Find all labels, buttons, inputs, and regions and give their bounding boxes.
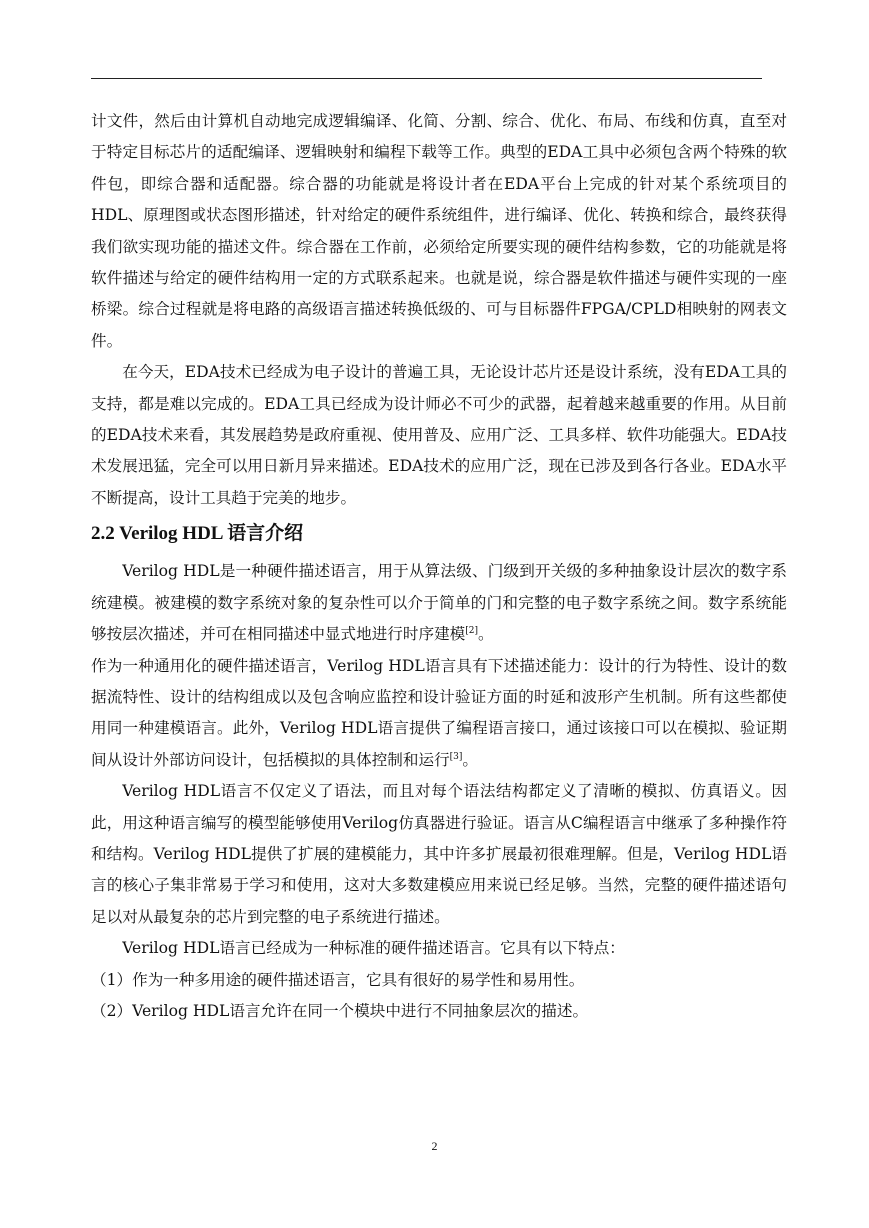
citation-3: [3] bbox=[449, 751, 463, 762]
paragraph-verilog-intro-text: Verilog HDL是一种硬件描述语言，用于从算法级、门级到开关级的多种抽象设计层次的数字系统建模。被建模的数字系统对象的复杂性可以介于简单的门和完整的电子数字系统之间。数字系统能够按层次描述，并可在相同描述中显式地进行时序建模 bbox=[91, 562, 787, 644]
body-text bbox=[91, 106, 787, 1027]
section-heading: 2.2 Verilog HDL 语言介绍 bbox=[91, 523, 304, 545]
paragraph-verilog-syntax: Verilog HDL语言不仅定义了语法，而且对每个语法结构都定义了清晰的模拟、仿真语义。因此，用这种语言编写的模型能够使用Verilog仿真器进行验证。语言从C编程语言中继承了多种操作符和结构。Verilog HDL提供了扩展的建模能力，其中许多扩展最初很难理解。但是，Verilog HDL语言的核心子集非常易于学习和使用，这对大多数建模应用来说已经足够。当然，完整的硬件描述语句足以对从最复杂的芯片到完整的电子系统进行描述。 bbox=[91, 782, 787, 926]
paragraph-verilog-capabilities-text: 作为一种通用化的硬件描述语言，Verilog HDL语言具有下述描述能力：设计的行为特性、设计的数据流特性、设计的结构组成以及包含响应监控和设计验证方面的时延和波形产生机制。所有这些都使用同一种建模语言。此外，Verilog HDL语言提供了编程语言接口，通过该接口可以在模拟、验证期间从设计外部访问设计，包括模拟的具体控制和运行 bbox=[91, 656, 787, 769]
header-rule bbox=[91, 78, 762, 79]
list-item: （1）作为一种多用途的硬件描述语言，它具有很好的易学性和易用性。 bbox=[91, 970, 585, 989]
list-item: （2）Verilog HDL语言允许在同一个模块中进行不同抽象层次的描述。 bbox=[91, 1001, 589, 1020]
paragraph-eda-today: 在今天，EDA技术已经成为电子设计的普遍工具，无论设计芯片还是设计系统，没有EDA工具的支持，都是难以完成的。EDA工具已经成为设计师必不可少的武器，起着越来越重要的作用。从目前的EDA技术来看，其发展趋势是政府重视、使用普及、应用广泛、工具多样、软件功能强大。EDA技术发展迅猛，完全可以用日新月异来描述。EDA技术的应用广泛，现在已涉及到各行各业。EDA水平不断提高，设计工具趋于完美的地步。 bbox=[91, 363, 787, 507]
paragraph-verilog-intro bbox=[91, 556, 787, 650]
paragraph-verilog-capabilities bbox=[91, 651, 787, 777]
paragraph-eda-synthesis: 计文件，然后由计算机自动地完成逻辑编译、化简、分割、综合、优化、布局、布线和仿真，直至对于特定目标芯片的适配编译、逻辑映射和编程下载等工作。典型的EDA工具中必须包含两个特殊的软件包，即综合器和适配器。综合器的功能就是将设计者在EDA平台上完成的针对某个系统项目的HDL、原理图或状态图形描述，针对给定的硬件系统组件，进行编译、优化、转换和综合，最终获得我们欲实现功能的描述文件。综合器在工作前，必须给定所要实现的硬件结构参数，它的功能就是将软件描述与给定的硬件结构用一定的方式联系起来。也就是说，综合器是软件描述与硬件实现的一座桥梁。综合过程就是将电路的高级语言描述转换低级的、可与目标器件FPGA/CPLD相映射的网表文件。 bbox=[91, 112, 787, 350]
paragraph-end-mark: 。 bbox=[478, 625, 494, 644]
citation-2: [2] bbox=[465, 625, 479, 636]
paragraph-end-mark: 。 bbox=[462, 750, 479, 769]
page-number: 2 bbox=[431, 1139, 438, 1153]
paragraph-verilog-features: Verilog HDL语言已经成为一种标准的硬件描述语言。它具有以下特点： bbox=[122, 939, 625, 958]
